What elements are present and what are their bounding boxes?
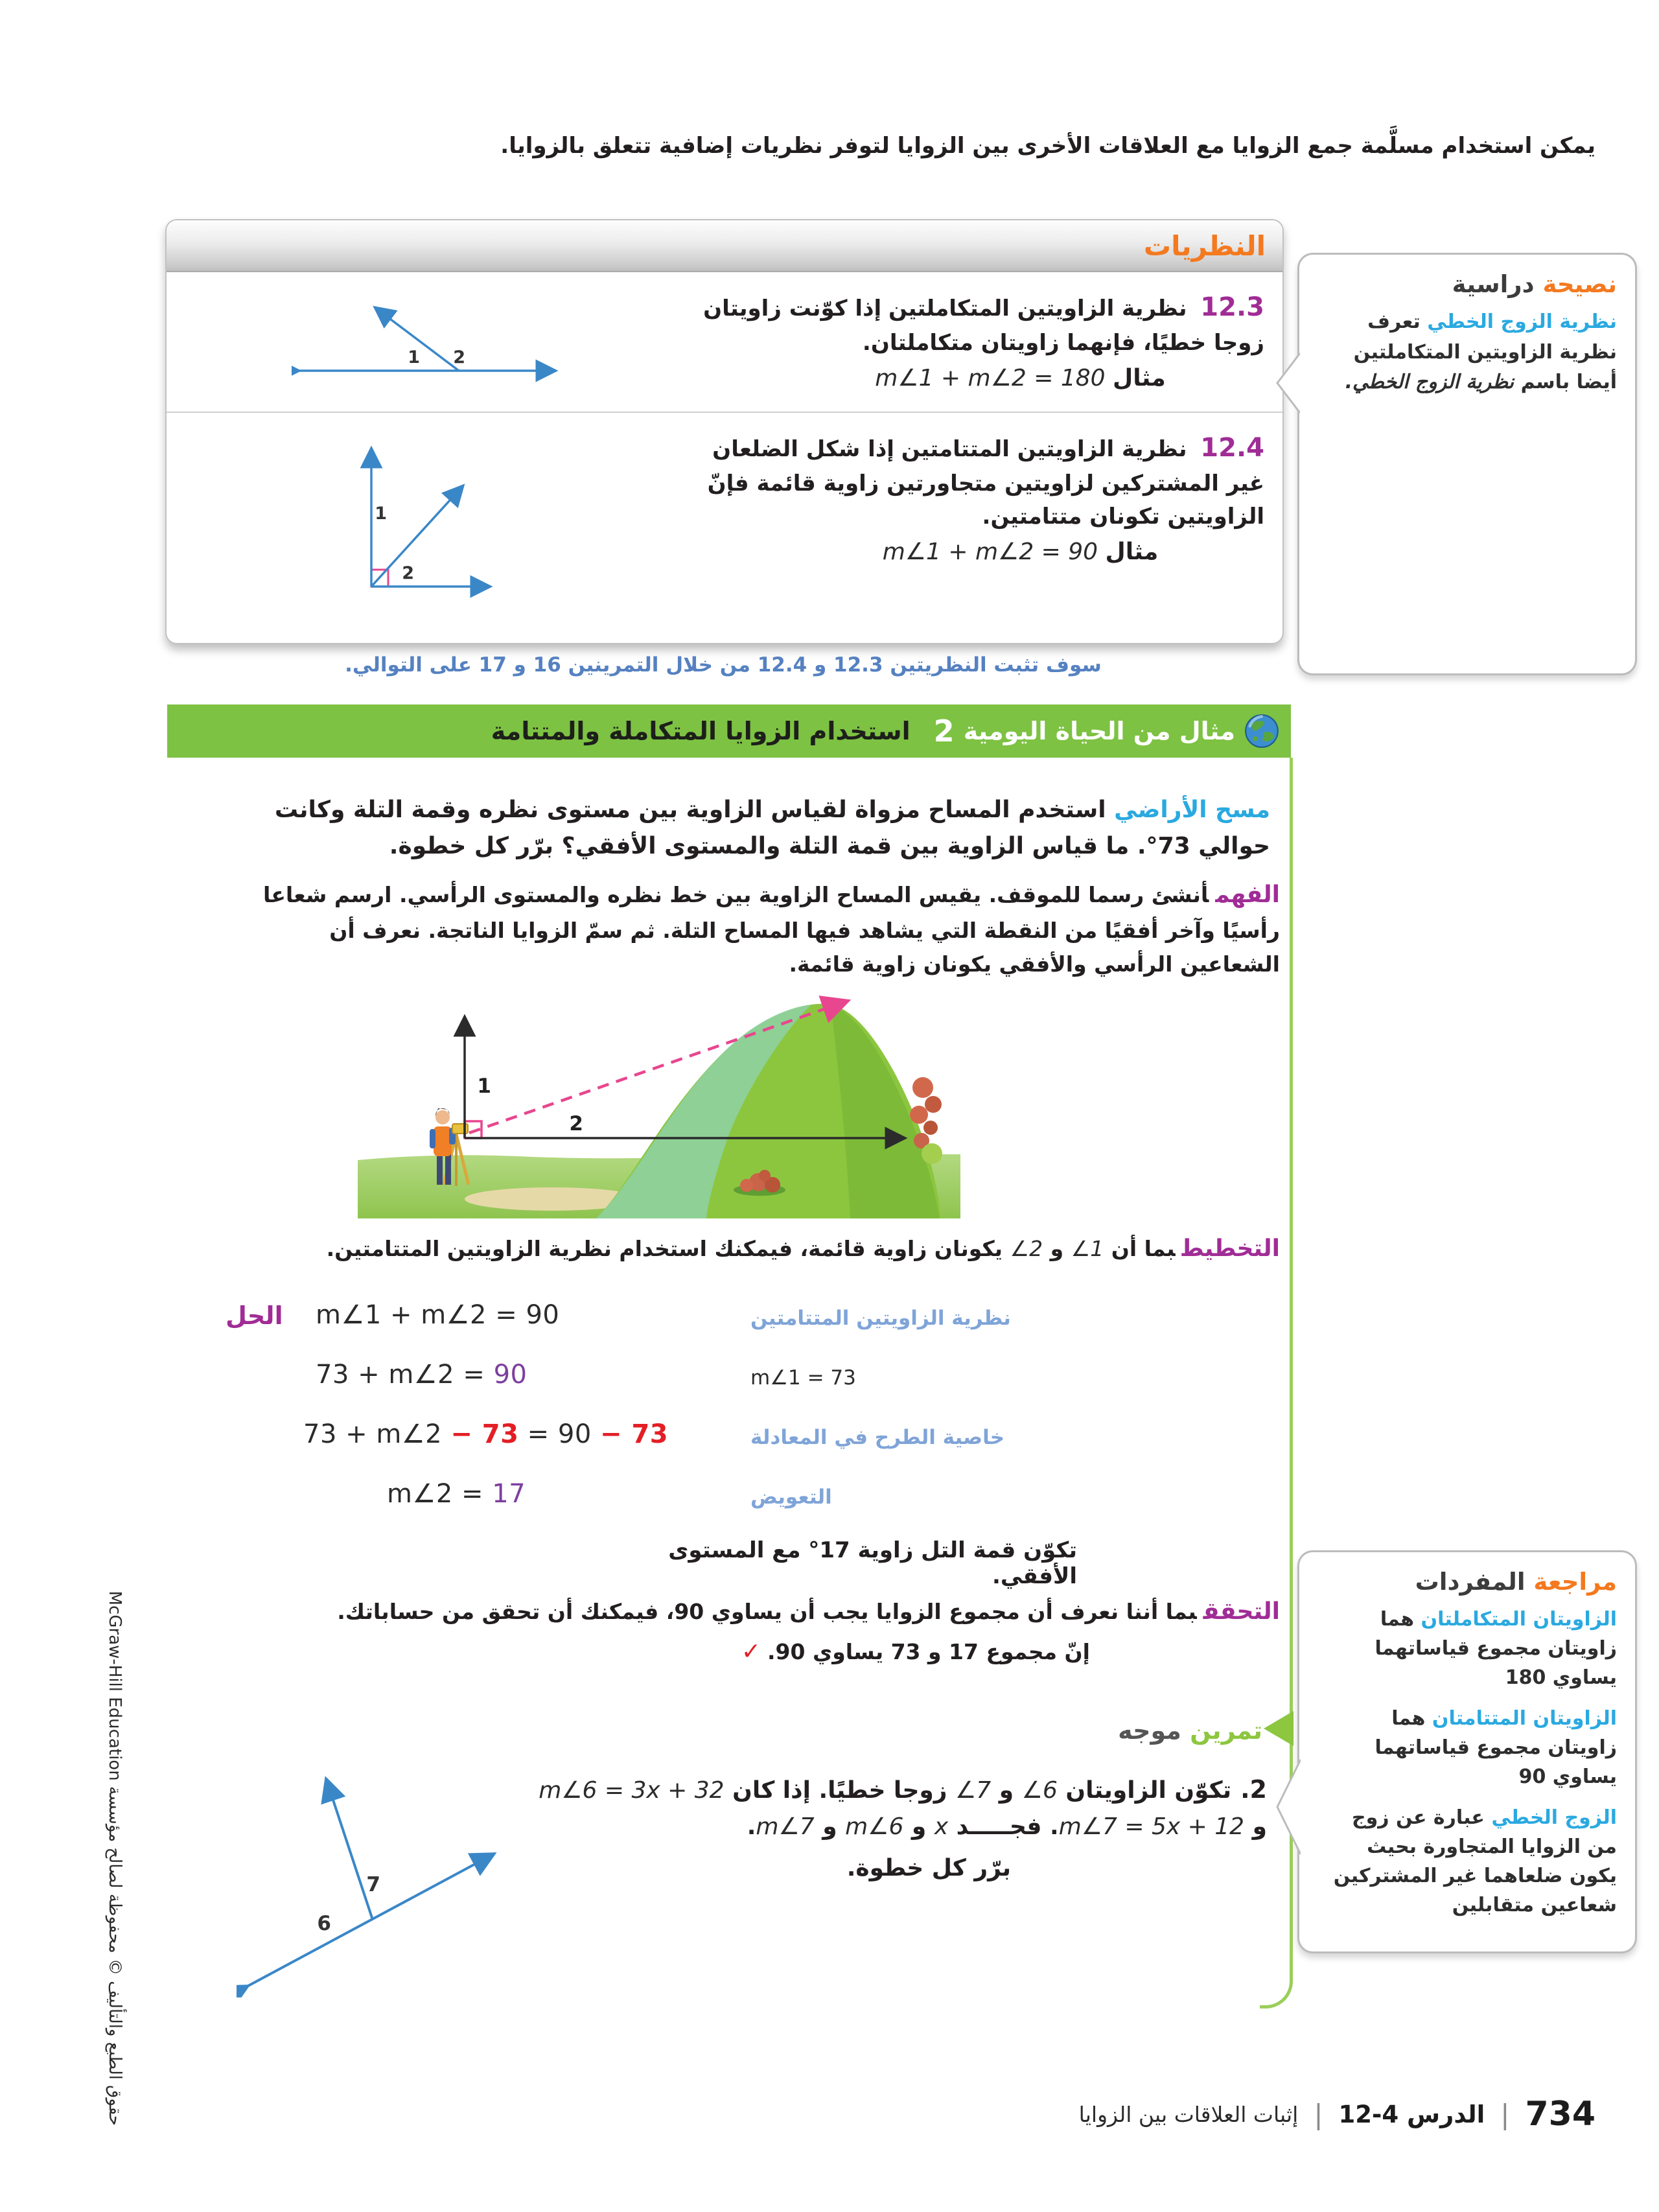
plan-label: التخطيط	[1181, 1235, 1280, 1262]
reason-row-1: نظرية الزاويتين المتتامتين	[750, 1307, 1011, 1330]
equation-row-4: m∠2 = 17	[387, 1479, 526, 1509]
vocab-term: الزوج الخطي	[1491, 1806, 1617, 1829]
problem-statement	[237, 792, 1270, 865]
example-title: استخدام الزوايا المتكاملة والمتتامة	[491, 717, 911, 745]
vocab-title-accent: مراجعة	[1533, 1568, 1617, 1596]
study-tip-box	[1297, 253, 1637, 675]
check-label: التحقق	[1203, 1598, 1280, 1625]
exercise-2: 2.تكوّن الزاويتان ∠6 و ∠7 زوجا خطيًا. إذا كان m∠6 = 3x + 32 و m∠7 = 5x + 12. فجـــــد x و m∠6 و m∠7.	[539, 1775, 1267, 1840]
example-label: مثال	[1105, 539, 1159, 565]
reason-row-4: التعويض	[750, 1485, 832, 1509]
theorem-12-3	[167, 272, 1282, 412]
vocab-title	[1317, 1568, 1617, 1596]
theorem-12-3-figure	[177, 288, 678, 408]
study-tip-term: نظرية الزوج الخطي	[1427, 310, 1617, 333]
theorem-12-4-figure	[177, 428, 678, 603]
theorem-12-4	[167, 413, 1282, 607]
check-step	[235, 1593, 1280, 1631]
guided-label-accent: تمرين	[1190, 1716, 1262, 1745]
vocab-definition: عبارة عن زوج من الزوايا المتجاورة بحيث يكون ضلعاهما غير المشتركين شعاعين متقابلين	[1333, 1806, 1617, 1916]
vocab-term: الزاويتان المتتامتان	[1432, 1707, 1617, 1730]
theorems-footnote: سوف تثبت النظريتين 12.3 و 12.4 من خلال التمرينين 16 و 17 على التوالي.	[345, 653, 1102, 677]
theorem-number: 12.3	[1200, 292, 1264, 322]
angle-1-label: 1	[477, 1075, 491, 1098]
vocab-definition: هما زاويتان مجموع قياساتهما يساوي 90	[1375, 1707, 1617, 1788]
study-tip-text: تعرف نظرية الزاويتين المتكاملتين أيضا باسم	[1353, 310, 1617, 393]
equation-row-1: m∠1 + m∠2 = 90	[316, 1300, 560, 1330]
angle-7-label: 7	[366, 1873, 380, 1896]
math-angle-1: ∠1	[1071, 1236, 1104, 1261]
vocab-item	[1317, 1803, 1617, 1920]
problem-lead: مسح الأراضي	[1114, 797, 1270, 823]
angle-1-label: 1	[407, 347, 420, 367]
vocab-definition: هما زاويتان مجموع قياساتهما يساوي 180	[1375, 1608, 1617, 1689]
problem-text: استخدم المساح مزواة لقياس الزاوية بين مستوى نظره وقمة التلة وكانت حوالي 73°. ما قياس الزاوية بين قمة التلة والمستوى الأفقي؟ برّر كل خطوة.	[274, 797, 1270, 859]
understand-step	[237, 876, 1280, 982]
exercise-2-diagram	[237, 1764, 509, 1997]
example-number: 2	[933, 714, 955, 749]
understand-text: أنشئ رسما للموقف. يقيس المساح الزاوية بين خط نظره والمستوى الرأسي. ارسم شعاعا رأسيًا وآخر أفقيًا من النقطة التي يشاهد فيها المساح التلة. ثم سمّ الزوايا الناتجة. نعرف أن الشعاعين الرأسي والأفقي يكونان زاوية قائمة.	[262, 882, 1280, 977]
guided-practice-label	[966, 1716, 1262, 1745]
guided-arrow-icon	[1264, 1711, 1294, 1746]
equation-row-2: 73 + m∠2 = 90	[316, 1360, 528, 1390]
separator: |	[1500, 2098, 1510, 2130]
equation-row-3: 73 + m∠2 − 73 = 90 − 73	[303, 1419, 669, 1449]
reason-row-3: خاصية الطرح في المعادلة	[750, 1426, 1005, 1449]
copyright-spine: حقوق الطبع والتأليف © محفوظة لصالح مؤسسة McGraw-Hill Education	[105, 1590, 124, 2126]
example-label: مثال	[1113, 365, 1166, 391]
page-number: 734	[1525, 2095, 1595, 2134]
vocab-title-rest: المفردات	[1415, 1568, 1534, 1596]
example-kind-label: مثال من الحياة اليومية	[963, 717, 1235, 745]
theorems-box-title: النظريات	[1143, 229, 1266, 262]
plan-text: و	[1043, 1236, 1071, 1261]
exercise-2-last-line: برّر كل خطوة.	[846, 1855, 1011, 1881]
theorem-body: إذا شكل الضلعان غير المشتركين لزاويتين متجاورتين زاوية قائمة فإنّ الزاويتين تكونان متتامتين.	[707, 436, 1264, 530]
theorem-name: نظرية الزاويتين المتتامتين	[901, 436, 1187, 462]
understand-label: الفهم	[1215, 881, 1280, 908]
surveyor-hill-illustration	[358, 990, 960, 1224]
exercise-number: 2.	[1240, 1775, 1267, 1804]
separator: |	[1314, 2098, 1323, 2130]
study-tip-text-italic: نظرية الزوج الخطي.	[1345, 371, 1514, 393]
globe-icon	[1244, 714, 1279, 749]
check-text-2: إنّ مجموع 17 و 73 يساوي 90.	[767, 1639, 1090, 1664]
callout-tail-icon	[1275, 1758, 1301, 1856]
vocab-item	[1317, 1605, 1617, 1692]
plan-text: بما أن	[1104, 1236, 1176, 1261]
theorem-12-3-text	[678, 288, 1264, 408]
complementary-angles-diagram	[347, 435, 509, 603]
plan-text: يكونان زاوية قائمة، فيمكنك استخدام نظرية الزاويتين المتتامتين.	[326, 1236, 1010, 1261]
lesson-title: إثبات العلاقات بين الزوايا	[1078, 2101, 1299, 2127]
check-line-2	[235, 1638, 1090, 1665]
angle-2-label: 2	[569, 1112, 583, 1135]
example-2-header	[167, 704, 1291, 758]
study-tip-title-accent: نصيحة	[1542, 270, 1617, 298]
vocab-item	[1317, 1704, 1617, 1791]
angle-6-label: 6	[317, 1912, 331, 1935]
solve-label: الحل	[226, 1301, 283, 1330]
check-text: بما أننا نعرف أن مجموع الزوايا يجب أن يساوي 90، فيمكنك أن تحقق من حساباتك.	[337, 1599, 1197, 1624]
theorem-example	[678, 533, 1264, 581]
angle-2-label: 2	[401, 563, 414, 583]
example-math: m∠1 + m∠2 = 180	[875, 365, 1106, 391]
reason-row-2: m∠1 = 73	[750, 1366, 856, 1390]
math-angle-2: ∠2	[1010, 1236, 1043, 1261]
lesson-number: الدرس 4-12	[1338, 2100, 1485, 2128]
study-tip-title	[1317, 270, 1617, 298]
theorems-box-header	[167, 220, 1282, 272]
theorem-number: 12.4	[1200, 433, 1264, 463]
vocab-review-box	[1297, 1550, 1637, 1953]
theorem-body: إذا كوّنت زاويتان زوجا خطيًا، فإنهما زاويتان متكاملتان.	[703, 296, 1264, 356]
page-footer	[1079, 2095, 1595, 2134]
intro-paragraph: يمكن استخدام مسلَّمة جمع الزوايا مع العلاقات الأخرى بين الزوايا لتوفر نظريات إضافية تتعلق بالزوايا.	[500, 133, 1595, 159]
study-tip-body	[1317, 307, 1617, 398]
theorem-example	[678, 360, 1264, 408]
conclusion: تكوّن قمة التل زاوية 17° مع المستوى الأفقي.	[668, 1537, 1077, 1589]
check-mark-icon: ✓	[741, 1638, 761, 1665]
vocab-term: الزاويتان المتكاملتان	[1421, 1608, 1617, 1631]
linear-pair-diagram	[292, 294, 564, 398]
guided-label-rest: موجه	[1118, 1716, 1190, 1745]
theorems-box	[165, 219, 1284, 644]
study-tip-title-rest: دراسية	[1452, 270, 1543, 298]
callout-tail-icon	[1275, 352, 1300, 414]
angle-1-label: 1	[374, 504, 387, 524]
theorem-12-4-text	[678, 428, 1264, 603]
plan-step	[237, 1230, 1280, 1268]
angle-2-label: 2	[452, 347, 465, 367]
example-math: m∠1 + m∠2 = 90	[882, 539, 1098, 565]
theorem-name: نظرية الزاويتين المتكاملتين	[888, 296, 1187, 321]
